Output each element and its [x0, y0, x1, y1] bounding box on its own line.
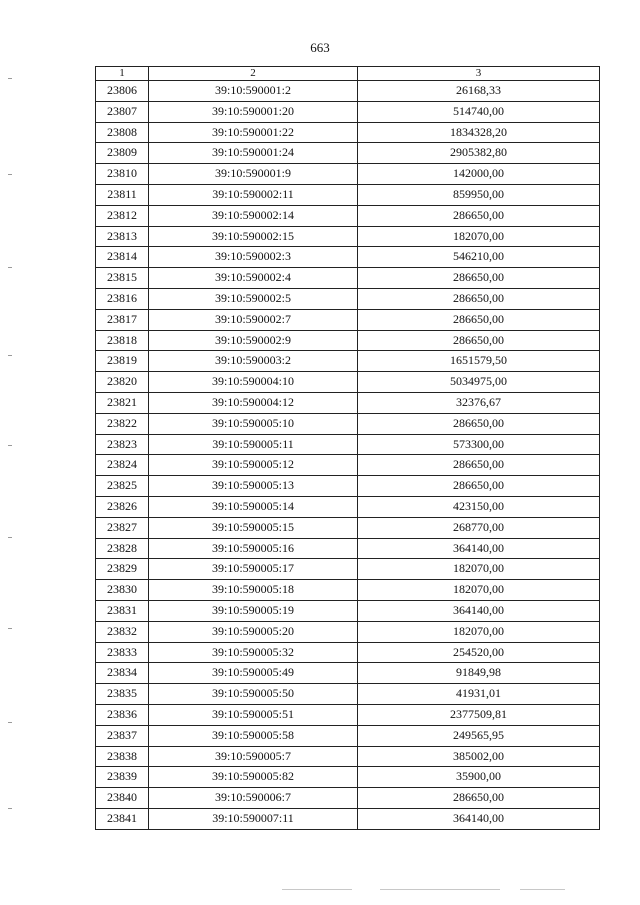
table-row: [96, 413, 600, 434]
cell-cadastral-value: 286650,00: [358, 268, 600, 289]
scan-mark: [8, 808, 12, 809]
cell-record-number: 23810: [96, 164, 149, 185]
cell-record-number: 23813: [96, 226, 149, 247]
cell-cadastral-number: 39:10:590005:14: [149, 496, 358, 517]
table-row: [96, 788, 600, 809]
cell-cadastral-value: 41931,01: [358, 684, 600, 705]
cell-record-number: 23827: [96, 517, 149, 538]
table-row: [96, 288, 600, 309]
table-row: [96, 496, 600, 517]
cell-cadastral-number: 39:10:590005:16: [149, 538, 358, 559]
cell-cadastral-value: 286650,00: [358, 205, 600, 226]
scan-mark: [8, 445, 12, 446]
cell-cadastral-number: 39:10:590004:12: [149, 392, 358, 413]
cell-record-number: 23807: [96, 101, 149, 122]
cell-record-number: 23812: [96, 205, 149, 226]
scan-mark: [8, 267, 12, 268]
cell-cadastral-value: 286650,00: [358, 476, 600, 497]
cell-cadastral-number: 39:10:590002:11: [149, 184, 358, 205]
table-row: [96, 81, 600, 102]
table-row: [96, 704, 600, 725]
scan-mark: [8, 722, 12, 723]
cell-cadastral-value: 2905382,80: [358, 143, 600, 164]
cell-cadastral-value: 182070,00: [358, 226, 600, 247]
cell-cadastral-number: 39:10:590002:3: [149, 247, 358, 268]
cell-record-number: 23821: [96, 392, 149, 413]
table-row: [96, 143, 600, 164]
cell-record-number: 23826: [96, 496, 149, 517]
table-row: [96, 684, 600, 705]
cell-cadastral-value: 859950,00: [358, 184, 600, 205]
cell-cadastral-number: 39:10:590005:7: [149, 746, 358, 767]
cell-record-number: 23808: [96, 122, 149, 143]
cell-record-number: 23819: [96, 351, 149, 372]
cell-cadastral-value: 546210,00: [358, 247, 600, 268]
cadastral-value-table: [95, 66, 600, 830]
cell-cadastral-value: 286650,00: [358, 455, 600, 476]
cell-cadastral-number: 39:10:590005:50: [149, 684, 358, 705]
cell-cadastral-number: 39:10:590001:2: [149, 81, 358, 102]
scan-mark: [380, 889, 500, 890]
cell-cadastral-value: 182070,00: [358, 621, 600, 642]
table-row: [96, 808, 600, 829]
cell-cadastral-number: 39:10:590005:12: [149, 455, 358, 476]
cell-cadastral-value: 423150,00: [358, 496, 600, 517]
cell-cadastral-number: 39:10:590002:5: [149, 288, 358, 309]
table-row: [96, 642, 600, 663]
cell-cadastral-number: 39:10:590005:18: [149, 580, 358, 601]
table-row: [96, 164, 600, 185]
cell-record-number: 23836: [96, 704, 149, 725]
cell-cadastral-number: 39:10:590005:58: [149, 725, 358, 746]
cell-cadastral-value: 91849,98: [358, 663, 600, 684]
table-row: [96, 101, 600, 122]
cell-cadastral-value: 286650,00: [358, 413, 600, 434]
cell-record-number: 23816: [96, 288, 149, 309]
table-row: [96, 517, 600, 538]
table-row: [96, 268, 600, 289]
table-header-row: [96, 67, 600, 81]
cell-cadastral-number: 39:10:590005:20: [149, 621, 358, 642]
cell-cadastral-value: 35900,00: [358, 767, 600, 788]
cell-cadastral-value: 286650,00: [358, 288, 600, 309]
cell-cadastral-number: 39:10:590005:49: [149, 663, 358, 684]
cell-cadastral-number: 39:10:590005:17: [149, 559, 358, 580]
cell-cadastral-value: 286650,00: [358, 788, 600, 809]
table-row: [96, 205, 600, 226]
cell-cadastral-value: 32376,67: [358, 392, 600, 413]
cell-cadastral-value: 364140,00: [358, 538, 600, 559]
cell-record-number: 23818: [96, 330, 149, 351]
table-row: [96, 559, 600, 580]
cell-cadastral-number: 39:10:590004:10: [149, 372, 358, 393]
cell-cadastral-number: 39:10:590005:51: [149, 704, 358, 725]
cell-cadastral-value: 2377509,81: [358, 704, 600, 725]
cell-record-number: 23811: [96, 184, 149, 205]
cell-cadastral-value: 182070,00: [358, 559, 600, 580]
cell-cadastral-number: 39:10:590005:82: [149, 767, 358, 788]
table-row: [96, 247, 600, 268]
cell-record-number: 23815: [96, 268, 149, 289]
table-row: [96, 476, 600, 497]
scan-mark: [520, 889, 565, 890]
table-row: [96, 122, 600, 143]
scan-mark: [8, 355, 12, 356]
table-row: [96, 330, 600, 351]
cell-cadastral-number: 39:10:590002:7: [149, 309, 358, 330]
cell-cadastral-value: 254520,00: [358, 642, 600, 663]
scan-mark: [8, 537, 12, 538]
cell-cadastral-number: 39:10:590005:11: [149, 434, 358, 455]
cell-cadastral-number: 39:10:590001:24: [149, 143, 358, 164]
cell-record-number: 23834: [96, 663, 149, 684]
table-body: [96, 81, 600, 830]
cell-record-number: 23817: [96, 309, 149, 330]
cell-cadastral-value: 514740,00: [358, 101, 600, 122]
cell-record-number: 23832: [96, 621, 149, 642]
table-row: [96, 725, 600, 746]
cell-cadastral-value: 1834328,20: [358, 122, 600, 143]
cell-record-number: 23833: [96, 642, 149, 663]
cell-record-number: 23822: [96, 413, 149, 434]
cell-cadastral-number: 39:10:590002:4: [149, 268, 358, 289]
cell-cadastral-number: 39:10:590002:14: [149, 205, 358, 226]
page-number: 663: [310, 40, 330, 55]
cell-record-number: 23806: [96, 81, 149, 102]
cell-cadastral-value: 182070,00: [358, 580, 600, 601]
cell-cadastral-value: 268770,00: [358, 517, 600, 538]
table-row: [96, 767, 600, 788]
cell-cadastral-value: 573300,00: [358, 434, 600, 455]
table-row: [96, 309, 600, 330]
cell-cadastral-number: 39:10:590002:9: [149, 330, 358, 351]
scan-mark: [282, 889, 352, 890]
column-header-cadastral-number: 2: [149, 67, 358, 81]
cell-cadastral-value: 1651579,50: [358, 351, 600, 372]
cell-record-number: 23831: [96, 600, 149, 621]
table-row: [96, 580, 600, 601]
cell-record-number: 23814: [96, 247, 149, 268]
cell-cadastral-number: 39:10:590005:19: [149, 600, 358, 621]
cell-cadastral-value: 26168,33: [358, 81, 600, 102]
cell-record-number: 23824: [96, 455, 149, 476]
scan-mark: [8, 78, 12, 79]
table-row: [96, 351, 600, 372]
table-row: [96, 600, 600, 621]
cell-record-number: 23840: [96, 788, 149, 809]
table-row: [96, 621, 600, 642]
cell-cadastral-number: 39:10:590003:2: [149, 351, 358, 372]
cell-cadastral-value: 286650,00: [358, 309, 600, 330]
cell-cadastral-number: 39:10:590001:9: [149, 164, 358, 185]
cell-record-number: 23823: [96, 434, 149, 455]
cell-record-number: 23838: [96, 746, 149, 767]
cell-cadastral-value: 364140,00: [358, 808, 600, 829]
table-row: [96, 746, 600, 767]
cell-record-number: 23825: [96, 476, 149, 497]
table-row: [96, 538, 600, 559]
column-header-value: 3: [358, 67, 600, 81]
table-row: [96, 663, 600, 684]
cell-cadastral-number: 39:10:590002:15: [149, 226, 358, 247]
cell-cadastral-value: 385002,00: [358, 746, 600, 767]
table-row: [96, 372, 600, 393]
cell-cadastral-value: 286650,00: [358, 330, 600, 351]
cell-cadastral-number: 39:10:590007:11: [149, 808, 358, 829]
table-row: [96, 184, 600, 205]
table-row: [96, 455, 600, 476]
scan-mark: [8, 628, 12, 629]
cell-cadastral-number: 39:10:590005:32: [149, 642, 358, 663]
cell-record-number: 23837: [96, 725, 149, 746]
cell-record-number: 23841: [96, 808, 149, 829]
cell-cadastral-value: 249565,95: [358, 725, 600, 746]
cell-cadastral-value: 364140,00: [358, 600, 600, 621]
cell-record-number: 23830: [96, 580, 149, 601]
cell-cadastral-number: 39:10:590001:20: [149, 101, 358, 122]
table-row: [96, 434, 600, 455]
cell-record-number: 23839: [96, 767, 149, 788]
cell-cadastral-value: 5034975,00: [358, 372, 600, 393]
cell-record-number: 23828: [96, 538, 149, 559]
column-header-number: 1: [96, 67, 149, 81]
cell-record-number: 23820: [96, 372, 149, 393]
table-row: [96, 226, 600, 247]
cell-record-number: 23829: [96, 559, 149, 580]
cell-cadastral-number: 39:10:590005:15: [149, 517, 358, 538]
table-row: [96, 392, 600, 413]
cell-cadastral-number: 39:10:590001:22: [149, 122, 358, 143]
cell-cadastral-number: 39:10:590005:10: [149, 413, 358, 434]
cell-record-number: 23809: [96, 143, 149, 164]
cell-record-number: 23835: [96, 684, 149, 705]
cell-cadastral-number: 39:10:590005:13: [149, 476, 358, 497]
cell-cadastral-number: 39:10:590006:7: [149, 788, 358, 809]
scan-mark: [8, 174, 12, 175]
cell-cadastral-value: 142000,00: [358, 164, 600, 185]
